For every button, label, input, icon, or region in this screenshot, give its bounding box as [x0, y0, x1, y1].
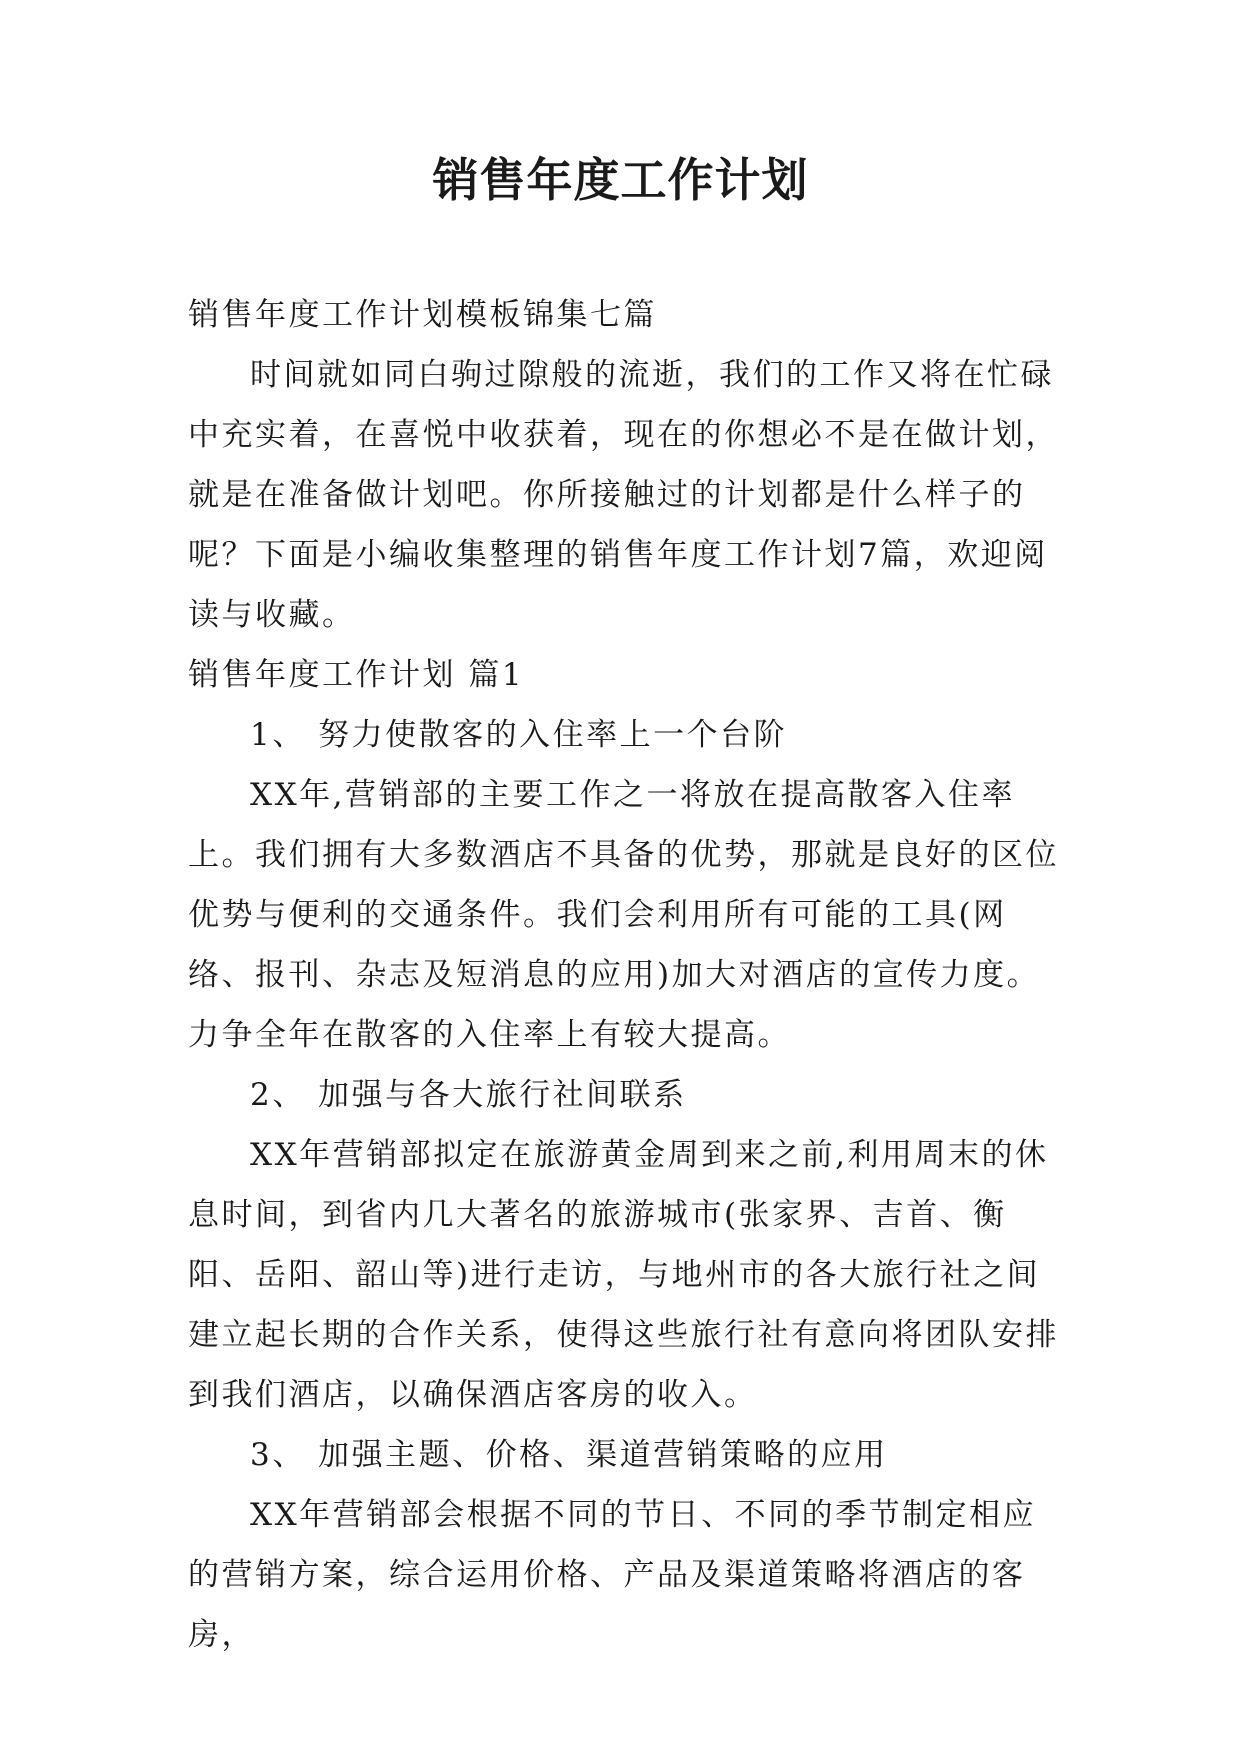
item-paragraph-2: XX年营销部拟定在旅游黄金周到来之前,利用周末的休息时间，到省内几大著名的旅游城市(张家界、吉首、衡阳、岳阳、韶山等)进行走访，与地州市的各大旅行社之间建立起长期的合作关系，使得这些旅行社有意向将团队安排到我们酒店，以确保酒店客房的收入。 — [188, 1137, 1059, 1413]
item-paragraph-3: XX年营销部会根据不同的节日、不同的季节制定相应的营销方案，综合运用价格、产品及渠道策略将酒店的客房， — [188, 1497, 1037, 1653]
intro-paragraph: 时间就如同白驹过隙般的流逝，我们的工作又将在忙碌中充实着，在喜悦中收获着，现在的你想必不是在做计划，就是在准备做计划吧。你所接触过的计划都是什么样子的呢？下面是小编收集整理的销售年度工作计划7篇，欢迎阅读与收藏。 — [188, 357, 1059, 633]
item-heading-3: 3、 加强主题、价格、渠道营销策略的应用 — [250, 1437, 888, 1473]
document-body — [188, 285, 1068, 1665]
subtitle-paragraph: 销售年度工作计划模板锦集七篇 — [188, 297, 657, 333]
item-paragraph-1: XX年,营销部的主要工作之一将放在提高散客入住率上。我们拥有大多数酒店不具备的优势，那就是良好的区位优势与便利的交通条件。我们会利用所有可能的工具(网络、报刊、杂志及短消息的应用)加大对酒店的宣传力度。力争全年在散客的入住率上有较大提高。 — [188, 777, 1059, 1053]
item-heading-1: 1、 努力使散客的入住率上一个台阶 — [250, 717, 788, 753]
page-title: 销售年度工作计划 — [432, 153, 809, 207]
item-heading-2: 2、 加强与各大旅行社间联系 — [250, 1077, 687, 1113]
section-heading: 销售年度工作计划 篇1 — [188, 657, 525, 693]
